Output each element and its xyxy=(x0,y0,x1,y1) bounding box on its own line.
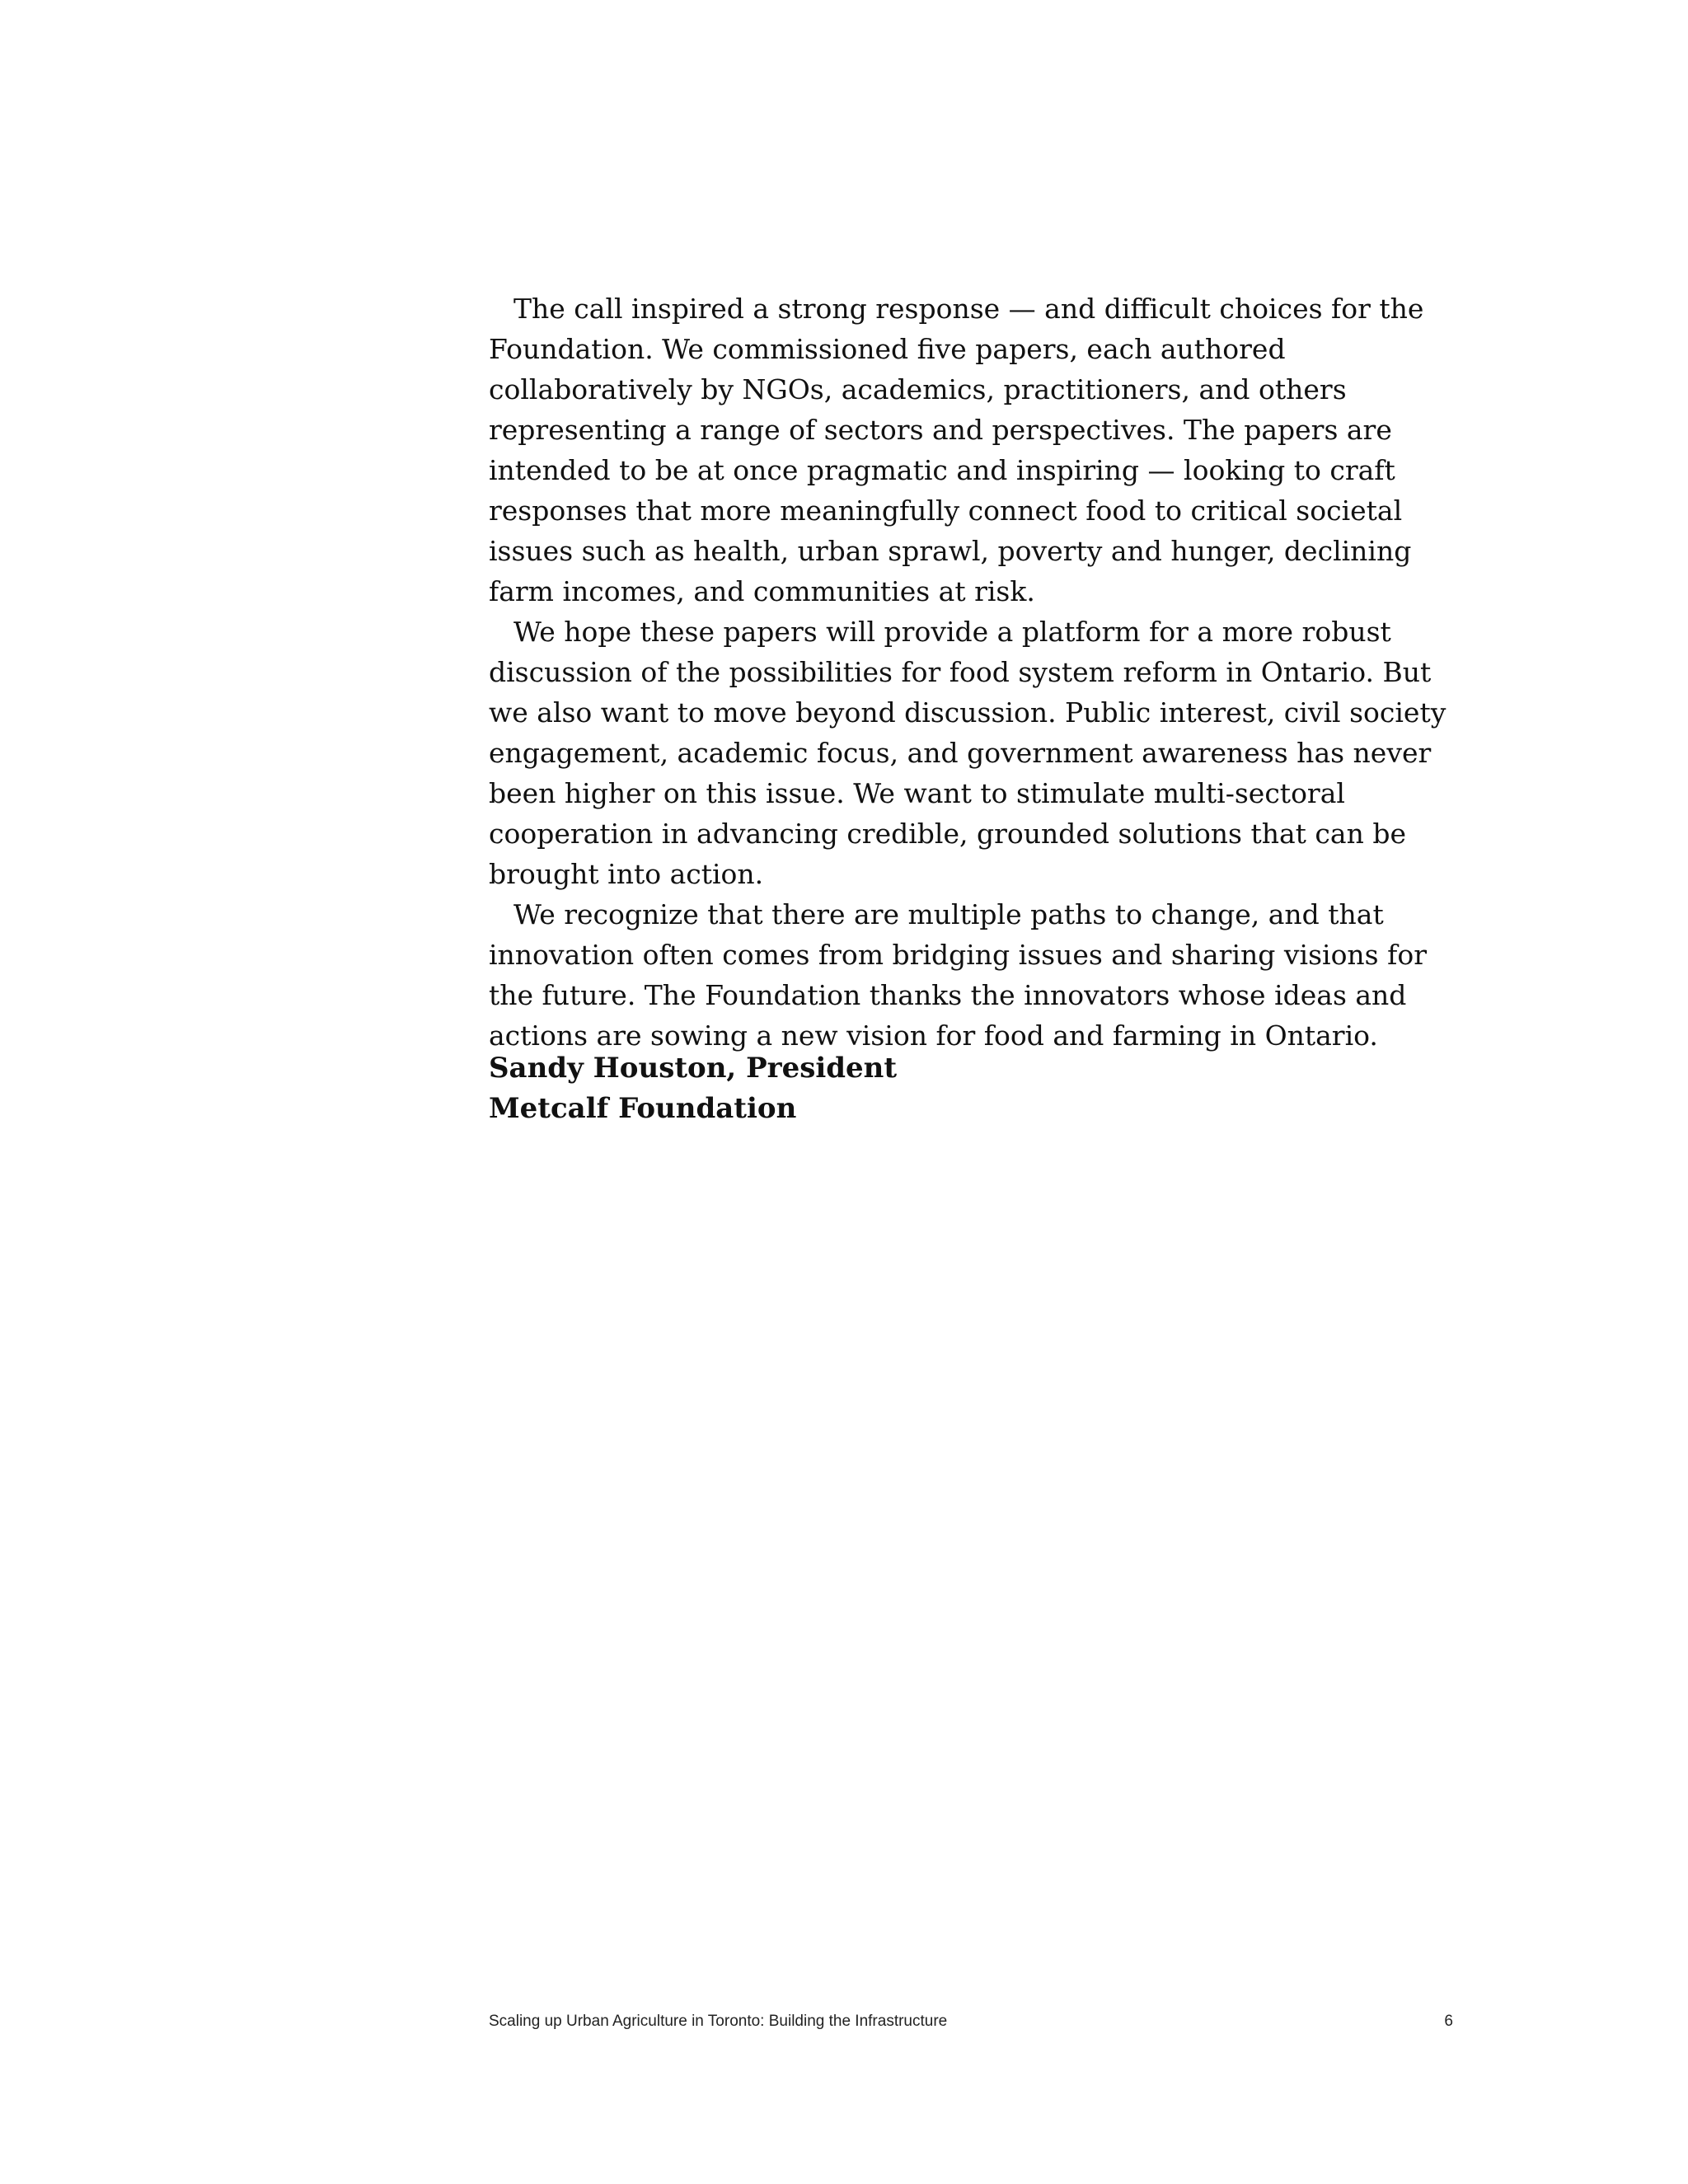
body-text xyxy=(489,288,1478,1056)
paragraph-1: The call inspired a strong response — and difficult choices for the Foundation. We commissioned five papers, each authored collaboratively by NGOs, academics, practitioners, and others representing a range of sectors and perspectives. The papers are intended to be at once pragmatic and inspiring — looking to craft responses that more meaningfully connect food to critical societal issues such as health, urban sprawl, poverty and hunger, declining farm incomes, and communities at risk. xyxy=(489,293,1424,607)
signature-block xyxy=(489,1048,897,1129)
paragraph-2: We hope these papers will provide a platform for a more robust discussion of the possibilities for food system reform in Ontario. But we also want to move beyond discussion. Public interest, civil society engagement, academic focus, and government awareness has never been higher on this issue. We want to stimulate multi-sectoral cooperation in advancing credible, grounded solutions that can be brought into action. xyxy=(489,616,1447,890)
paragraph-3: We recognize that there are multiple paths to change, and that innovation often comes from bridging issues and sharing visions for the future. The Foundation thanks the innovators whose ideas and actions are sowing a new vision for food and farming in Ontario. xyxy=(489,898,1427,1052)
footer-page-number: 6 xyxy=(1444,2013,1453,2030)
signature-name-title: Sandy Houston, President xyxy=(489,1052,898,1085)
page-footer xyxy=(489,2009,1453,2034)
signature-organization: Metcalf Foundation xyxy=(489,1092,797,1125)
footer-document-title: Scaling up Urban Agriculture in Toronto: Building the Infrastructure xyxy=(489,2013,948,2030)
